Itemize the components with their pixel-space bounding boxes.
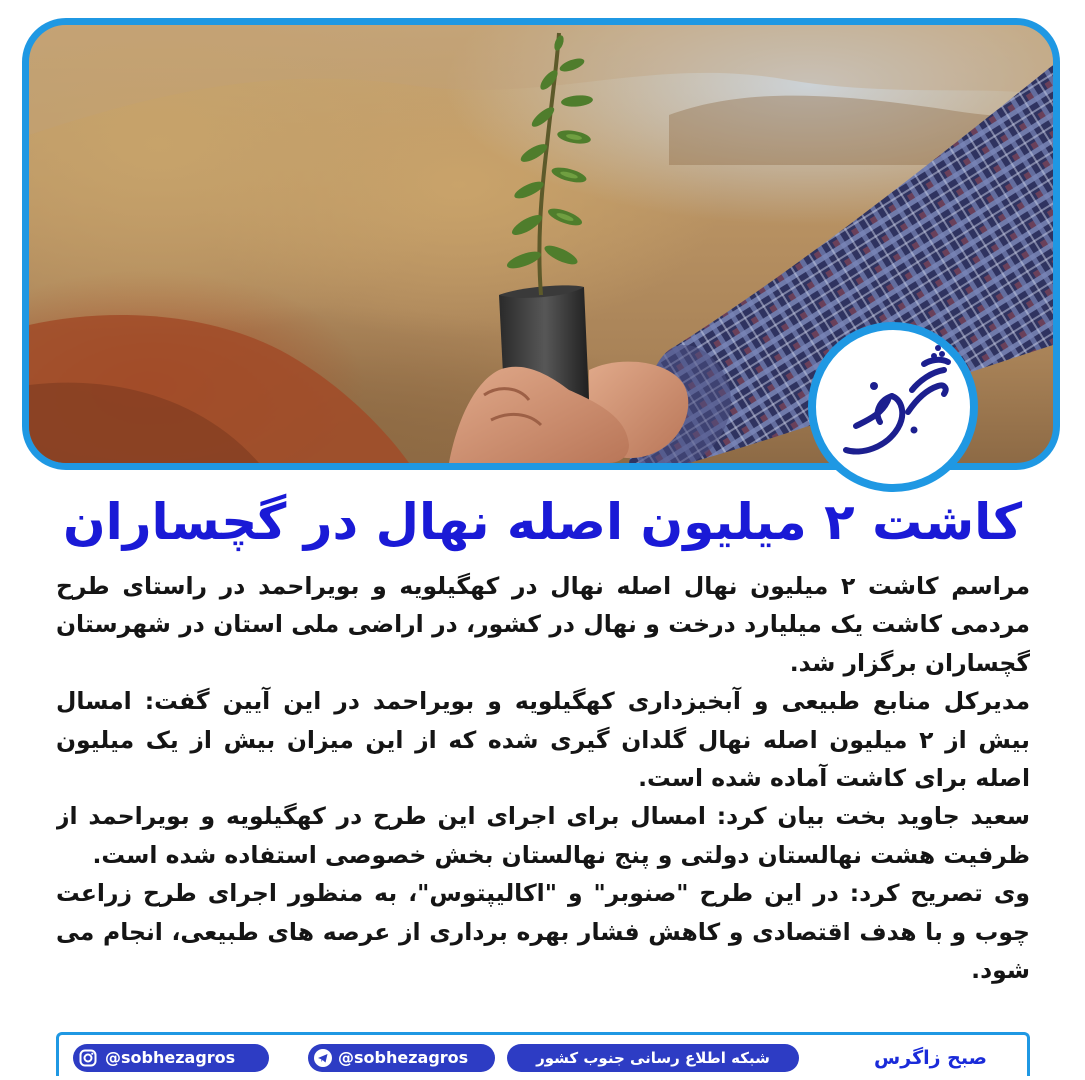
khabar-khosh-logo [808, 322, 978, 492]
article-paragraph: وی تصریح کرد: در این طرح "صنوبر" و "اکالیپتوس"، به منظور اجرای طرح زراعت چوب و با هدف اقتصادی و کاهش فشار بهره برداری از عرصه های طبیعی، انجام می شود. [56, 879, 1030, 985]
brand-name: صبح زاگرس [874, 1047, 987, 1069]
network-tagline: شبکه اطلاع رسانی جنوب کشور [507, 1044, 799, 1072]
footer-bar [56, 1032, 1030, 1076]
article-body [56, 567, 1030, 1029]
headline: کاشت ۲ میلیون اصله نهال در گچساران [62, 493, 1023, 551]
instagram-handle-link[interactable] [73, 1044, 269, 1072]
article-paragraph: سعید جاوید بخت بیان کرد: امسال برای اجرای این طرح در کهگیلویه و بویراحمد از ظرفیت هشت نهالستان دولتی و پنج نهالستان بخش خصوصی استفاده شده است. [56, 802, 1030, 869]
khabar-khosh-calligraphy-icon [816, 330, 970, 484]
article-paragraph: مراسم کاشت ۲ میلیون نهال اصله نهال در کهگیلویه و بویراحمد در راستای طرح مردمی کاشت یک میلیارد درخت و نهال در کشور، در اراضی ملی استان در شهرستان گچساران برگزار شد. [56, 572, 1030, 677]
telegram-handle-link[interactable] [308, 1044, 495, 1072]
article-paragraph: مدیرکل منابع طبیعی و آبخیزداری کهگیلویه و بویراحمد در این آیین گفت: امسال بیش از ۲ میلیون اصله نهال گلدان گیری شده که از این میزان بیش از یک میلیون اصله برای کاشت آماده شده است. [56, 687, 1030, 793]
instagram-icon [79, 1049, 97, 1067]
telegram-icon [314, 1049, 332, 1067]
instagram-handle: @sobhezagros [105, 1048, 236, 1067]
telegram-handle: @sobhezagros [338, 1048, 469, 1067]
